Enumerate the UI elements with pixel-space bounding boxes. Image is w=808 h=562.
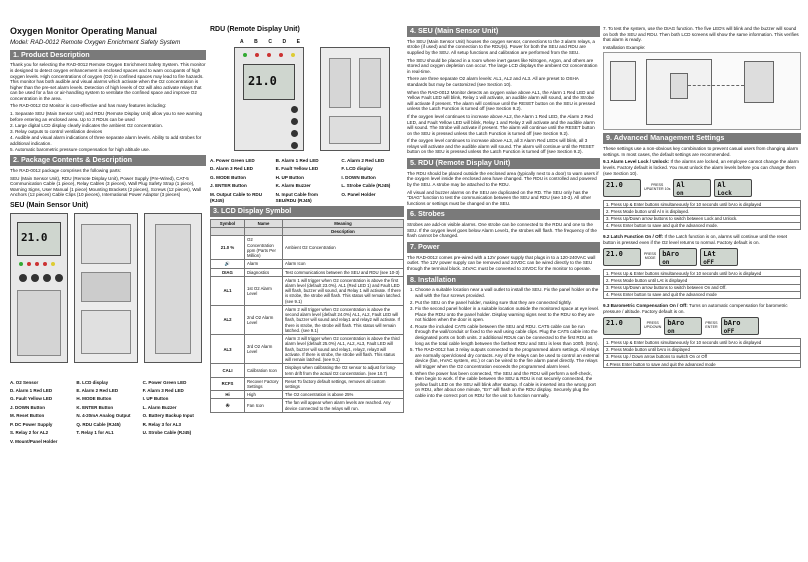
paragraph: These settings use a non-obvious key combination to prevent casual users from changing alarm settings. In most cases, the default settings are recommended.	[603, 146, 799, 157]
description-cell: Alarm 2 will trigger when O2 concentration is above the second alarm level (default 24.0%) AL1, AL2, Fault LED will flash, buzzer will sound and relay1 and relay2 will activate. If there is strobe, the strobe will flash. This status will remain latched. (see 9.1)	[283, 305, 404, 334]
name-cell: Fan Icon	[245, 399, 283, 412]
table-row	[211, 305, 404, 334]
legend-label: N. 4-20mA Analog Output	[76, 413, 131, 419]
paragraph: There are three separate O2 alarm levels: AL1, AL2 and AL3. All are preset to OSHA standards but may be customized (see Section 10).	[407, 76, 579, 87]
lcd-sequence	[603, 179, 801, 197]
description-cell: Test communications between the SEU and RDU (see 10-3)	[283, 268, 404, 276]
table-row	[604, 208, 801, 215]
paragraph: When the RAD-0012 Monitor detects an oxygen value above AL1, the Alarm 1 Red LED and Yellow Fault LED will blink, Relay 1 will activate, an audible alarm will sound, and the Strobe will activate if present. The alarm will continue until the RESET button on the SEU is pressed unless the Latch Function is turned off (see Section 9.2).	[407, 89, 596, 112]
paragraph	[603, 159, 801, 176]
step-cell: 3. Press Up / Down arrow buttons to switch On or Off	[604, 353, 801, 360]
press-label: UP/DOWN	[644, 325, 662, 330]
lcd-text: Al	[676, 181, 685, 190]
legend-label: P. DC Power Supply	[10, 421, 53, 427]
symbol-cell: AL2	[211, 305, 245, 334]
callout-letter: E	[296, 38, 300, 45]
section-heading: 8. Installation	[407, 275, 600, 286]
paragraph: 7. To test the system, use the DIAG function. The five LED's will blink and the buzzer will sound on both the SEU and RDU. Then both LCD screens will show the same information. This verifies that alarm is ready.	[603, 26, 799, 43]
alarm-led	[27, 262, 31, 266]
callout-letter: B	[254, 38, 258, 45]
seu-side-view	[144, 213, 202, 363]
press-label: UP&ENTER 10s	[644, 187, 671, 192]
table-row	[211, 260, 404, 268]
legend-label: L. Strobe Cable (RJ45)	[341, 183, 391, 189]
table-row	[211, 377, 404, 390]
step-cell: 3. Press Up/Down arrow buttons to switch between Lock and Unlock.	[604, 215, 801, 222]
lcd-text: oFF	[703, 259, 715, 267]
lcd-text: bAro	[723, 319, 741, 328]
rdu-front-view	[234, 47, 304, 151]
paragraph: The SEU should be placed in a room where inert gases like Nitrogen, Argon, and others are stored and oxygen depletion can occur. The large LCD displays the ambient O2 concentration in real-time.	[407, 57, 598, 74]
press-label: PRESS	[644, 252, 657, 257]
legend-label: M. Reset Button	[10, 413, 45, 419]
legend-label: C. Alarm 2 Red LED	[341, 157, 385, 163]
callout-letter: A	[240, 38, 244, 45]
lcd-text: oFF	[723, 328, 735, 336]
name-cell: Diagnostics	[245, 268, 283, 276]
legend-label: B. LCD display	[76, 379, 109, 385]
subsection-title: 9.2 Latch Function On / Off:	[603, 234, 664, 240]
description-cell: Alarm 1 will trigger when O2 concentration is above the first alarm level (default 23.0%). AL1 (Red LED 1) and Fault LED will flash, buzzer will sound, and Relay 1 will activate. If there is strobe, the strobe will flash. This status will remain latched. (see 9.1)	[283, 276, 404, 305]
mini-lcd: 21.0	[603, 248, 641, 266]
description-cell: Reset To factory default settings, removes all custom settings	[283, 377, 404, 390]
legend-label: Q. RDU Cable (RJ45)	[76, 421, 121, 427]
rdu-device	[744, 61, 774, 103]
description-cell: Alarm Icon	[283, 260, 404, 268]
name-cell: Recover Factory Settings	[245, 377, 283, 390]
seu-label-grid	[10, 380, 206, 445]
column-1	[10, 0, 206, 562]
description-cell: Alarm 3 will trigger when O2 concentration is above the third alarm level (default 25.0%) AL1, AL2, AL3, Fault LED will flash, buzzer will sound and relay1, relay2, relay3 will activate. If there is strobe, the strobe will flash. This status will remain latched. (see 9.1)	[283, 335, 404, 364]
table-row	[604, 201, 801, 208]
legend-label: H. UP Button	[275, 174, 304, 180]
seu-open-view	[74, 213, 138, 363]
press-instruction	[644, 184, 670, 192]
callout-letter: D	[282, 38, 287, 45]
table-row	[604, 277, 801, 284]
legend-label: D. Alarm 1 Red LED	[10, 387, 53, 393]
table-row	[211, 335, 404, 364]
legend-label: D. Alarm 3 Red LED	[210, 166, 253, 172]
mini-lcd	[664, 317, 702, 335]
rdu-diagram	[210, 37, 404, 155]
mode-button[interactable]	[291, 106, 298, 113]
table-row	[604, 353, 801, 360]
legend-label: E. Fault Yellow LED	[275, 166, 319, 172]
table-row	[604, 339, 801, 346]
description-cell: Displays when calibrating the O2 sensor to adjust for long-term drift from the actual O2 concentration. (see 10.7)	[283, 364, 404, 377]
paragraph: All visual and buzzer alarms on the SEU are duplicated on the RD. The SEU only has the "DIAG" function to test the communication between the SEU and RDU (see 10-3). All other functions or settings must be changed on the SEU.	[407, 189, 592, 206]
lcd-text: Al	[717, 181, 726, 190]
press-label: PRESS	[705, 321, 718, 326]
lcd-text: LAt	[703, 250, 716, 259]
sensor-panel	[17, 290, 61, 356]
column-header: Meaning	[283, 219, 404, 227]
alarm-led	[279, 53, 283, 57]
alarm-led	[35, 262, 39, 266]
rdu-lcd: 21.0	[243, 64, 295, 100]
press-label: PRESS	[646, 321, 659, 326]
mini-lcd: 21.0	[603, 317, 641, 335]
legend-label: M. Output Cable to RDU (RJ45)	[210, 191, 263, 203]
legend-label: R. Relay 3 for AL3	[142, 421, 182, 427]
symbol-cell: Hi	[211, 391, 245, 399]
symbol-cell: AL1	[211, 276, 245, 305]
legend-label: G. Fault Yellow LED	[10, 396, 53, 402]
list-item: 5. Automatic barometric pressure compensation for high altitude use.	[10, 146, 150, 152]
legend-label: N. Input Cable from SEU/RDU (RJ45)	[275, 191, 319, 203]
symbol-cell: AL3	[211, 335, 245, 364]
name-cell: Calibration Icon	[245, 364, 283, 377]
section-heading: 5. RDU (Remote Display Unit)	[407, 158, 600, 169]
lcd-symbol-table	[210, 219, 404, 413]
description-cell: Ambient O2 Concentration	[283, 236, 404, 260]
table-row	[604, 291, 801, 298]
symbol-cell: RCFS	[211, 377, 245, 390]
steps-table	[603, 338, 801, 368]
table-row	[604, 215, 801, 222]
paragraph: Strobes are add-on visible alarms. One strobe can be connected to the RDU and one to the SEU. If the oxygen level goes below Alarm Level1, the strobes will flash. The frequency of the flash cannot be changed.	[407, 222, 597, 239]
step-cell: 4. Press Enter button to save and quit the advanced mode	[604, 291, 801, 298]
name-cell: O2 Concentration ppm (Parts Per Million)	[245, 236, 283, 260]
description-cell: The fan will appear when alarm levels are reached. Any device connected to the relays will run.	[283, 399, 404, 412]
paragraph	[603, 234, 801, 245]
paragraph: The RAD-0012 comes pre-wired with a 12V power supply that plugs in to a 120-240VAC wall outlet. The 12V power supply can be removed and 24VDC can be wired directly to the SEU through the terminal block. 24VAC must be converted to 24VDC for the monitor to operate.	[407, 254, 596, 271]
description-cell: The O2 concentration is above 25%	[283, 391, 404, 399]
subsection-text: If the Latch function is on, alarms will continue until the reset button is pressed even if the O2 level returns to normal. Factory default is on.	[603, 234, 788, 245]
legend-label: I. DOWN Button	[341, 174, 376, 180]
paragraph: The RDU should be placed outside the enclosed area (typically next to a door) to warn users if the oxygen level inside the enclosed area have changed. The RDU is controlled and powered by the SEU. A strobe may be attached to the RDU.	[407, 170, 599, 188]
table-row	[604, 346, 801, 353]
lcd-text: on	[667, 328, 675, 336]
paragraph: Installation Example:	[603, 44, 646, 50]
step-cell: 1. Press Up & Enter buttons simultaneously for 10 seconds until bAro is displayed	[604, 339, 801, 346]
section-heading: 6. Strobes	[407, 209, 600, 220]
alarm-led	[43, 262, 47, 266]
fault-led	[51, 262, 55, 266]
table-row	[604, 361, 801, 368]
panel-holder	[155, 224, 191, 354]
legend-label: U. Strobe Cable (RJ45)	[142, 430, 192, 436]
steps-table	[603, 200, 801, 230]
legend-label: O. Panel Holder	[341, 191, 376, 197]
alarm-led	[255, 53, 259, 57]
table-header-row	[211, 228, 404, 236]
legend-label: I. UP Button	[142, 396, 169, 402]
column-4	[603, 0, 801, 562]
step-cell: 1. Press Up & Enter buttons simultaneously for 10 seconds until bAro is displayed	[604, 201, 801, 208]
legend-label: G. MODE Button	[210, 174, 246, 180]
list-item: 4. Route the included CAT5 cable between the SEU and RDU. CAT5 cable can be run through the wall/conduit or fixed to the wall using cable clips. Plug the CAT5 cable into the designated ports on both units. 2 additional RDUs can be connected to the first RDU as long as the total cable length between the farthest RDU and SEU is less than 100ft. (91m).	[415, 324, 600, 346]
table-header-row	[211, 219, 404, 227]
section-heading: 1. Product Description	[10, 50, 206, 61]
legend-label: A. O2 Sensor	[10, 379, 39, 385]
power-led	[243, 53, 247, 57]
lcd-text: on	[662, 259, 670, 267]
lcd-text: Lock	[717, 190, 732, 198]
legend-label: L. Alarm Buzzer	[142, 404, 177, 410]
seu-diagram	[10, 213, 206, 375]
list-item: 5. The RAD-0012 has 3 relay outputs connected to the programmed alarm settings. All relays are normally open/closed dry contacts. Any of the relays can be used to control an external device (fan, HVAC system, etc.) or can be wired to the fire alarm panel directly. The relays will trigger when the O2 concentration exceeds the programmed alarm level.	[415, 347, 600, 369]
name-cell: High	[245, 391, 283, 399]
column-header: Name	[245, 219, 283, 227]
rj45-port	[359, 58, 381, 108]
table-row	[211, 236, 404, 260]
down-button[interactable]	[43, 274, 51, 282]
table-row	[211, 268, 404, 276]
paragraph: Thank you for selecting the RAD-0012 Remote Oxygen Enrichment Safety System. This monitor is designed to detect oxygen enhancement in enclosed spaces and to warn occupants of high oxygen levels. High concentrations of oxygen (O2) in confined spaces may lead to fire hazards. This monitor has both audible and visual alarms which activate when the O2 concentration is higher than the pre-set alarm levels. Detection of high levels of O2 will also activate relays that can be used for a fan or air-handling system to ventilate the confined space and improve O2 concentration in the area.	[10, 62, 206, 101]
terminal-block	[81, 224, 131, 264]
up-button[interactable]	[291, 118, 298, 125]
installation-example-diagram	[603, 52, 801, 130]
press-label: PRESS	[651, 183, 664, 188]
section-heading: 7. Power	[407, 242, 600, 253]
column-2	[210, 0, 404, 562]
mini-lcd	[659, 248, 697, 266]
table-row	[604, 284, 801, 291]
list-item: 2. Large digital LCD display clearly indicates the ambient O2 concentration.	[10, 122, 163, 128]
paragraph: The RAD-0012 O2 Monitor is cost-effective and has many features including:	[10, 103, 167, 109]
rdu-diagram-heading: RDU (Remote Display Unit)	[210, 26, 300, 33]
relay-block	[81, 272, 131, 302]
column-3	[407, 0, 600, 562]
list-item: 1. Separate SEU (Main Sensor Unit) and RDU (Remote Display Unit) allow you to see warning before entering an enclosed area. Up to 3 RDUs can be used	[10, 111, 202, 122]
legend-label: C. Power Green LED	[142, 379, 187, 385]
name-cell: Alarm	[245, 260, 283, 268]
column-header: Symbol	[211, 219, 245, 227]
paragraph: The SEU (Main Sensor Unit) houses the oxygen sensor, connections to the 3 alarm relays, a strobe (if used) and the connection to the RDU(s). Power for both the SEU and RDU are supplied by the SEU. All setup functions and calibration are performed from the SEU.	[407, 38, 595, 55]
name-cell: 1st O2 Alarm Level	[245, 276, 283, 305]
lcd-text: bAro	[662, 250, 680, 259]
up-button[interactable]	[31, 274, 39, 282]
lcd-text: bAro	[667, 319, 685, 328]
list-item: 3. Relay outputs to control ventilation devices	[10, 128, 103, 134]
mini-lcd	[721, 317, 759, 335]
legend-label: O. Battery Backup Input	[142, 413, 194, 419]
table-row	[211, 399, 404, 412]
cat5-cable	[688, 85, 744, 86]
mode-button[interactable]	[19, 274, 27, 282]
subsection-title: 9.1 Alarm Level Lock / Unlock:	[603, 159, 670, 165]
legend-label: J. DOWN Button	[10, 404, 45, 410]
legend-label: K. Alarm Buzzer	[275, 183, 311, 189]
press-instruction	[705, 322, 717, 330]
paragraph	[603, 303, 801, 314]
fault-led	[291, 53, 295, 57]
connector-block	[81, 310, 131, 354]
alarm-led	[267, 53, 271, 57]
subsection-text: If the alarms are locked, an employee cannot change the alarm levels. Factory default is locked. You must unlock the alarm levels before you can change them (see Section 10).	[603, 159, 799, 176]
fan-icon: ✇	[211, 399, 245, 412]
section-heading: 3. LCD Display Symbol	[210, 206, 404, 217]
legend-label: E. Alarm 2 Red LED	[76, 387, 119, 393]
step-cell: 3. Press Up/Down arrow buttons to switch between On and Off.	[604, 284, 801, 291]
speaker-icon: 🔊	[211, 260, 245, 268]
name-cell: 2nd O2 Alarm Level	[245, 305, 283, 334]
table-row	[604, 270, 801, 277]
step-cell: 2. Press Mode button until bAro is displayed	[604, 346, 801, 353]
table-row	[211, 364, 404, 377]
step-cell: 2. Press Mode button until LAt is displayed	[604, 277, 801, 284]
symbol-cell: 21.0 %	[211, 236, 245, 260]
list-item: 1. Choose a suitable location near a wall outlet to install the SEU. Fix the panel holder on the wall with the four screws provided.	[415, 287, 600, 298]
rj45-port	[329, 58, 351, 108]
rdu-letter-row	[240, 39, 300, 45]
paragraph: If the oxygen level continues to increase above AL3, all 3 Alarm Red LEDs will blink, all 3 relays will activate and the audible alarm will sound. The alarm will continue until the RESET button on the SEU is pressed unless the Latch Function is turned off (see Section 9.2).	[407, 138, 595, 155]
table-row	[604, 222, 801, 229]
enter-button[interactable]	[55, 274, 63, 282]
list-item: 6. When the power has been connected, The SEU and the RDU will perform a self-check, then begin to work. If the cable between the SEU & RDU is not securely connected, the yellow fault LED on the SEU will blink after startup. If cable is inserted into the wrong port on RDU, after about one minute, "Err" will flash on the RDU display. Securely plug the cable into the correct port on RDU for the unit to function normally.	[415, 371, 600, 399]
legend-label: S. Relay 2 for AL2	[10, 430, 49, 436]
press-label: MODE	[644, 256, 656, 261]
panel-holder	[329, 116, 381, 144]
strobe-device	[610, 61, 636, 101]
mini-lcd	[714, 179, 752, 197]
paragraph: The RAD-0012 package comprises the following parts:	[10, 168, 122, 173]
seu-device	[670, 73, 688, 99]
symbol-cell: CALI	[211, 364, 245, 377]
symbol-cell: DIAG	[211, 268, 245, 276]
paragraph: SEU (Main Sensor Unit), RDU (Remote Display Unit), Power Supply (Pre-Wired), CAT-5 Communication Cable (1 piece), Relay Cables (3 pieces), Wall Plug Safety Strap (1 piece), Warning Signs, User Manual (1 piece) Mounting Brackets (2 pieces), Screws (12 pieces), Wall Anchors (12 pieces) Cable Clips (10 pieces), International Power Adaptor (3 pieces)	[10, 175, 202, 198]
section-heading: 4. SEU (Main Sensor Unit)	[407, 26, 600, 37]
subsection-text: Turns on automatic compensation for barometric pressure / altitude. Factory default is on.	[603, 303, 788, 314]
legend-label: A. Power Green LED	[210, 157, 255, 163]
seu-lcd: 21.0	[17, 222, 61, 256]
section-heading: 9. Advanced Management Settings	[603, 133, 801, 144]
step-cell: 1. Press Up & Enter buttons simultaneously for 10 seconds until bAro is displayed	[604, 270, 801, 277]
mini-lcd	[700, 248, 738, 266]
rdu-back-view	[320, 47, 390, 151]
list-item: 2. Put the SEU on the panel holder, making sure that they are connected tightly.	[415, 300, 600, 306]
name-cell: 3rd O2 Alarm Level	[245, 335, 283, 364]
model-line: Model: RAD-0012 Remote Oxygen Enrichment Safety System	[10, 38, 181, 46]
power-led	[19, 262, 23, 266]
lcd-sequence	[603, 248, 801, 266]
seu-diagram-heading: SEU (Main Sensor Unit)	[10, 201, 89, 209]
step-cell: 4.Press Enter button to save and quit the advanced mode	[604, 361, 801, 368]
legend-label: V. Mount/Panel Holder	[10, 438, 58, 444]
step-cell: 2. Press Mode button until Al n is displayed.	[604, 208, 801, 215]
subsection-title: 9.3 Barometric Compensation On / Off:	[603, 303, 688, 309]
legend-label: T. Relay 1 for AL1	[76, 430, 114, 436]
press-instruction	[644, 322, 661, 330]
press-label: ENTER	[705, 325, 718, 330]
down-button[interactable]	[291, 130, 298, 137]
section-heading: 2. Package Contents & Description	[10, 155, 206, 166]
legend-label: J. ENTER Button	[210, 183, 247, 189]
installation-steps	[407, 287, 600, 398]
press-instruction	[644, 253, 656, 261]
seu-front-view	[10, 213, 68, 363]
legend-label: B. Alarm 1 Red LED	[275, 157, 319, 163]
callout-letter: C	[268, 38, 272, 45]
table-row	[211, 276, 404, 305]
lcd-text: on	[676, 190, 684, 198]
feature-list	[10, 111, 206, 152]
list-item: 4. Audible and visual alarm indications of three separate alarm levels. Ability to add strobes for additional indication.	[10, 134, 202, 146]
lcd-sequence	[603, 317, 801, 335]
legend-label: H. MODE Button	[76, 396, 112, 402]
legend-label: F. Alarm 3 Red LED	[142, 387, 184, 393]
manual-title: Oxygen Monitor Operating Manual	[10, 26, 158, 36]
mini-lcd: 21.0	[603, 179, 641, 197]
legend-label: F. LCD display	[341, 166, 373, 172]
steps-table	[603, 269, 801, 299]
table-row	[211, 391, 404, 399]
legend-label: K. ENTER Button	[76, 404, 114, 410]
rdu-label-grid	[210, 158, 404, 204]
column-header: Description	[283, 228, 404, 236]
mini-lcd	[673, 179, 711, 197]
list-item: 3. Fix the second panel holder in a suitable location outside the monitored space at eye level. Place the RDU onto the panel holder. Display warning signs next to the RDU so they are not hidden when the door is open.	[415, 306, 600, 323]
paragraph: If the oxygen level continues to increase above AL2, the Alarm 1 Red LED, the Alarm 2 Red LED, and Fault Yellow LED will blink, Relay 1 and Relay 2 will activate and the audible alarm will sound. The Strobe will activate if present. The alarm will continue until the RESET button on the SEU is pressed unless the Latch Function is turned off (see Section 9.2).	[407, 113, 595, 136]
step-cell: 4. Press Enter button to save and quit the advanced mode.	[604, 222, 801, 229]
enter-button[interactable]	[291, 142, 298, 149]
